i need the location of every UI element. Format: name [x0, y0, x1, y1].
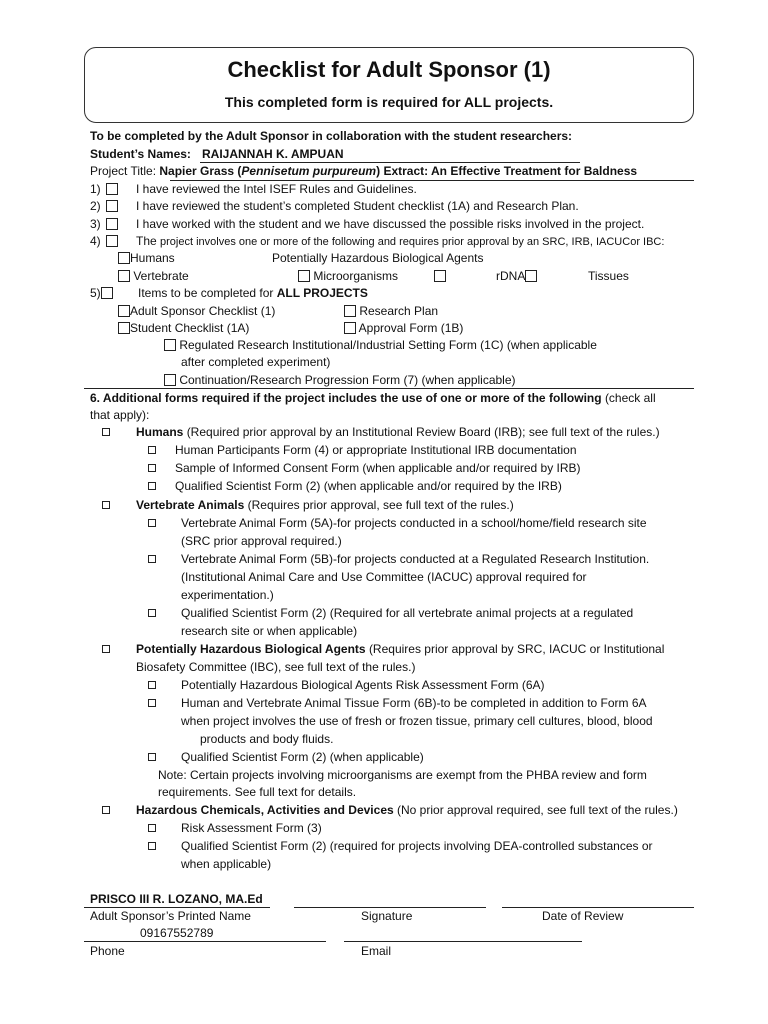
h3-checkbox[interactable] — [148, 478, 156, 494]
project-label: Project Title: — [90, 164, 157, 178]
va2-label-c: experimentation.) — [181, 588, 274, 602]
phone-label: Phone — [90, 944, 125, 958]
item-2-text: I have reviewed the student’s completed Student checklist (1A) and Research Plan. — [136, 199, 579, 213]
c2-checkbox[interactable] — [148, 838, 156, 854]
section-divider — [84, 388, 694, 389]
va3-checkbox[interactable] — [148, 605, 156, 621]
intro-line: To be completed by the Adult Sponsor in collaboration with the student researchers: — [90, 129, 573, 143]
p3-checkbox[interactable] — [148, 749, 156, 765]
opt-vertebrate — [118, 268, 189, 284]
humans6-bold: Humans — [136, 425, 184, 439]
asc-checkbox[interactable] — [118, 305, 130, 317]
hc-normal: (No prior approval required, see full text of the rules.) — [397, 803, 678, 817]
opt-rdna — [496, 268, 537, 284]
micro-label: Microorganisms — [313, 269, 399, 283]
item-5-number: 5) — [90, 286, 101, 300]
project-pre: Napier Grass ( — [159, 164, 242, 178]
project-title-row — [90, 163, 637, 179]
humans-label: Humans — [130, 251, 175, 265]
email-line — [344, 941, 582, 942]
item-1-text: I have reviewed the Intel ISEF Rules and Guidelines. — [136, 182, 417, 196]
item-1-checkbox[interactable] — [106, 183, 118, 195]
opt-rp — [344, 303, 438, 319]
c2-label-a: Qualified Scientist Form (2) (required for projects involving DEA-controlled substances or — [181, 839, 653, 853]
asc-label: Adult Sponsor Checklist (1) — [130, 304, 276, 318]
item-3-checkbox[interactable] — [106, 218, 118, 230]
item-5-checkbox[interactable] — [101, 287, 113, 299]
page-subtitle: This completed form is required for ALL projects. — [224, 94, 554, 110]
note-line-2: requirements. See full text for details. — [158, 785, 357, 799]
rp-checkbox[interactable] — [344, 305, 356, 317]
phba6-bold: Potentially Hazardous Biological Agents — [136, 642, 366, 656]
rdna-checkbox-a[interactable] — [434, 268, 446, 284]
item-5-text-b: ALL PROJECTS — [276, 286, 368, 300]
p2-checkbox[interactable] — [148, 695, 156, 711]
header-box — [84, 47, 694, 123]
va1-label-b: (SRC prior approval required.) — [181, 534, 342, 548]
item-4-text-b: project involves one or more of the following and requires prior approval by an SRC, IRB, IACUCor IBC: — [160, 236, 665, 248]
phone-value[interactable]: 09167552789 — [140, 926, 214, 940]
va2-label-b: (Institutional Animal Care and Use Committee (IACUC) approval required for — [181, 570, 587, 584]
item-4-text — [136, 233, 664, 250]
micro-checkbox[interactable] — [298, 270, 310, 282]
phba6-checkbox[interactable] — [102, 641, 110, 657]
students-label: Student’s Names: — [90, 147, 191, 161]
h1-checkbox[interactable] — [148, 442, 156, 458]
p2-label-b: when project involves the use of fresh or frozen tissue, primary cell cultures, blood, blood — [181, 714, 653, 728]
humans6-checkbox[interactable] — [102, 424, 110, 440]
va1-label-a: Vertebrate Animal Form (5A)-for projects conducted in a school/home/field research site — [181, 516, 647, 530]
va2-label-a: Vertebrate Animal Form (5B)-for projects conducted at a Regulated Research Institution. — [181, 552, 650, 566]
p1-checkbox[interactable] — [148, 677, 156, 693]
item-2 — [90, 198, 118, 214]
item-4-checkbox[interactable] — [106, 235, 118, 247]
af-label: Approval Form (1B) — [358, 321, 464, 335]
item-3-number: 3) — [90, 217, 101, 231]
hc-bold: Hazardous Chemicals, Activities and Devices — [136, 803, 394, 817]
opt-micro — [298, 268, 398, 284]
humans-checkbox[interactable] — [118, 252, 130, 264]
item-1-number: 1) — [90, 182, 101, 196]
section6-head — [90, 390, 656, 406]
va3-label-b: research site or when applicable) — [181, 624, 358, 638]
opt-crp — [164, 372, 516, 388]
project-post: ) Extract: An Effective Treatment for Baldness — [376, 164, 638, 178]
item-4-text-a: The — [136, 234, 157, 248]
opt-af — [344, 320, 463, 336]
phba6-line2: Biosafety Committee (IBC), see full text of the rules.) — [136, 660, 416, 674]
item-3-text: I have worked with the student and we have discussed the possible risks involved in the project. — [136, 217, 645, 231]
page-title: Checklist for Adult Sponsor (1) — [227, 57, 551, 82]
h3-label: Qualified Scientist Form (2) (when applicable and/or required by the IRB) — [175, 479, 562, 493]
p2-label-a: Human and Vertebrate Animal Tissue Form (6B)-to be completed in addition to Form 6A — [181, 696, 647, 710]
va2-checkbox[interactable] — [148, 551, 156, 567]
rdna-label: rDNA — [496, 269, 526, 283]
va1-checkbox[interactable] — [148, 515, 156, 531]
hc-row — [136, 802, 678, 818]
crp-label: Continuation/Research Progression Form (7) (when applicable) — [179, 373, 516, 387]
opt-humans — [118, 250, 175, 266]
opt-phba-label: Potentially Hazardous Biological Agents — [272, 251, 484, 265]
vertebrate-label: Vertebrate — [133, 269, 189, 283]
rdna-checkbox[interactable] — [525, 270, 537, 282]
item-1 — [90, 181, 118, 197]
phba6-normal: (Requires prior approval by SRC, IACUC or Institutional — [368, 642, 665, 656]
item-2-number: 2) — [90, 199, 101, 213]
rp-label: Research Plan — [359, 304, 439, 318]
signature-label: Signature — [361, 909, 413, 923]
va-checkbox[interactable] — [102, 497, 110, 513]
rrf-label-1: Regulated Research Institutional/Industrial Setting Form (1C) (when applicable — [179, 338, 597, 352]
project-italic: Pennisetum purpureum — [241, 164, 377, 178]
item-5 — [90, 285, 113, 301]
crp-checkbox[interactable] — [164, 374, 176, 386]
item-3 — [90, 216, 118, 232]
opt-rrf — [164, 337, 597, 353]
phba6-row — [136, 641, 664, 657]
hc-checkbox[interactable] — [102, 802, 110, 818]
section6-head-bold: 6. Additional forms required if the project includes the use of one or more of the following — [90, 391, 602, 405]
sc-checkbox[interactable] — [118, 322, 130, 334]
va-normal: (Requires prior approval, see full text of the rules.) — [247, 498, 514, 512]
item-5-text-a: Items to be completed for — [138, 286, 274, 300]
p2-label-c: products and body fluids. — [200, 732, 334, 746]
h1-label: Human Participants Form (4) or appropriate Institutional IRB documentation — [175, 443, 577, 457]
rrf-checkbox[interactable] — [164, 339, 176, 351]
h2-checkbox[interactable] — [148, 460, 156, 476]
af-checkbox[interactable] — [344, 322, 356, 334]
vertebrate-checkbox[interactable] — [118, 270, 130, 282]
c1-label: Risk Assessment Form (3) — [181, 821, 322, 835]
date-label: Date of Review — [542, 909, 624, 923]
sc-label: Student Checklist (1A) — [130, 321, 250, 335]
tissues-label: Tissues — [588, 269, 629, 283]
c2-label-b: when applicable) — [181, 857, 272, 871]
rrf-label-2: after completed experiment) — [181, 355, 331, 369]
phone-line — [84, 941, 326, 942]
h2-label: Sample of Informed Consent Form (when applicable and/or required by IRB) — [175, 461, 581, 475]
p3-label: Qualified Scientist Form (2) (when applicable) — [181, 750, 424, 764]
opt-sc — [118, 320, 249, 336]
va3-label-a: Qualified Scientist Form (2) (Required for all vertebrate animal projects at a regulated — [181, 606, 634, 620]
sponsor-name-label: Adult Sponsor’s Printed Name — [90, 909, 251, 923]
va-row — [136, 497, 514, 513]
students-value[interactable]: RAIJANNAH K. AMPUAN — [202, 147, 344, 161]
item-4-number: 4) — [90, 234, 101, 248]
item-2-checkbox[interactable] — [106, 200, 118, 212]
c1-checkbox[interactable] — [148, 820, 156, 836]
section6-head-normal: (check all — [604, 391, 656, 405]
va-bold: Vertebrate Animals — [136, 498, 245, 512]
opt-asc — [118, 303, 275, 319]
item-5-text — [138, 285, 368, 301]
humans6-row — [136, 424, 660, 440]
note-line-1: Note: Certain projects involving microorganisms are exempt from the PHBA review and form — [158, 768, 647, 782]
section6-head2: that apply): — [90, 408, 150, 422]
email-label: Email — [361, 944, 392, 958]
humans6-normal: (Required prior approval by an Institutional Review Board (IRB); see full text of the rules.) — [186, 425, 660, 439]
sponsor-name-value[interactable]: PRISCO III R. LOZANO, MA.Ed — [90, 892, 263, 906]
item-4 — [90, 233, 118, 249]
p1-label: Potentially Hazardous Biological Agents Risk Assessment Form (6A) — [181, 678, 545, 692]
